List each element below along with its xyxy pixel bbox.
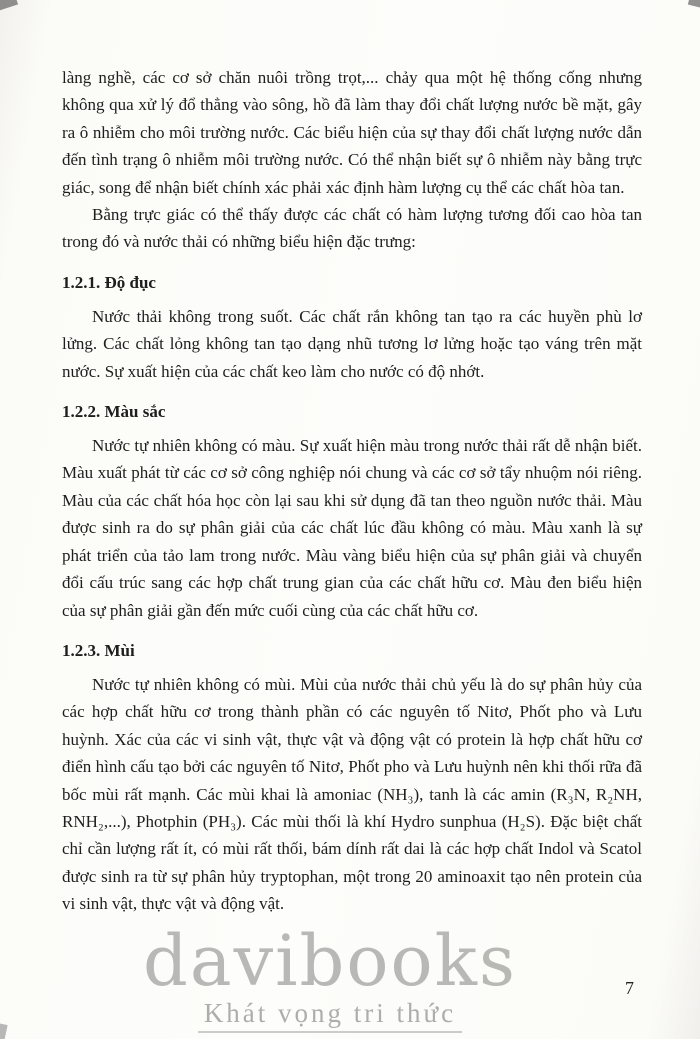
section-heading-mau-sac: 1.2.2. Màu sắc [62, 402, 166, 422]
paragraph-intro-continued: làng nghề, các cơ sở chăn nuôi trồng trọt,... chảy qua một hệ thống cống nhưng không qua xử lý đổ thẳng vào sông, hồ đã làm thay đổi chất lượng nước bề mặt, gây ra ô nhiễm cho môi trường nước. Các biểu hiện của sự thay đổi chất lượng nước dẫn đến tình trạng ô nhiễm môi trường nước. Có thể nhận biết sự ô nhiễm này bằng trực giác, song để nhận biết chính xác phải xác định hàm lượng cụ thể các chất hòa tan. [62, 68, 642, 197]
page-number: 7 [625, 978, 634, 998]
section-heading-do-duc: 1.2.1. Độ đục [62, 272, 156, 292]
paragraph-intro-lead: Bằng trực giác có thể thấy được các chất có hàm lượng tương đối cao hòa tan trong đó và nước thải có những biểu hiện đặc trưng: [62, 205, 642, 252]
paragraph-mau-sac: Nước tự nhiên không có màu. Sự xuất hiện màu trong nước thải rất dễ nhận biết. Màu xuất phát từ các cơ sở công nghiệp nói chung và các cơ sở tẩy nhuộm nói riêng. Màu của các chất hóa học còn lại sau khi sử dụng đã tan theo nguồn nước thải. Màu được sinh ra do sự phân giải của các chất lúc đầu không có màu. Màu xanh là sự phát triển của tảo lam trong nước. Màu vàng biểu hiện của sự phân giải và chuyển đổi cấu trúc sang các hợp chất trung gian của các chất hữu cơ. Màu đen biểu hiện của sự phân giải gần đến mức cuối cùng của các chất hữu cơ. [62, 436, 642, 620]
scan-artifact-top-left [0, 0, 18, 12]
paragraph-do-duc: Nước thải không trong suốt. Các chất rắn không tan tạo ra các huyền phù lơ lửng. Các chất lỏng không tan tạo dạng nhũ tương lơ lửng hoặc tạo váng trên mặt nước. Sự xuất hiện của các chất keo làm cho nước có độ nhớt. [62, 306, 642, 381]
section-heading-mui: 1.2.3. Mùi [62, 640, 135, 660]
watermark-slogan-text: Khát vọng tri thức [198, 997, 462, 1033]
watermark-brand-text: davibooks [143, 920, 517, 1002]
watermark [0, 920, 660, 1033]
page-content [62, 64, 642, 918]
scan-artifact-top-right [688, 0, 700, 9]
paragraph-mui: Nước tự nhiên không có mùi. Mùi của nước thải chủ yếu là do sự phân hủy của các hợp chất hữu cơ trong thành phần có các nguyên tố Nitơ, Phốt pho và Lưu huỳnh. Xác của các vi sinh vật, thực vật và động vật có protein là hợp chất hữu cơ điển hình cấu tạo bởi các nguyên tố Nitơ, Phốt pho và Lưu huỳnh nên khi thối rữa đã bốc mùi rất mạnh. Các mùi khai là amoniac (NH₃), tanh là các amin (R₃N, R₂NH, RNH₂,...), Photphin (PH₃). Các mùi thối là khí Hydro sunphua (H₂S). Đặc biệt chất chỉ cần lượng rất ít, có mùi rất thối, bám dính rất dai là các hợp chất Indol và Scatol được sinh ra từ sự phân hủy tryptophan, một trong 20 aminoaxit tạo nên protein của vi sinh vật, thực vật và động vật. [62, 674, 642, 914]
scan-artifact-bottom-left [0, 1022, 8, 1039]
